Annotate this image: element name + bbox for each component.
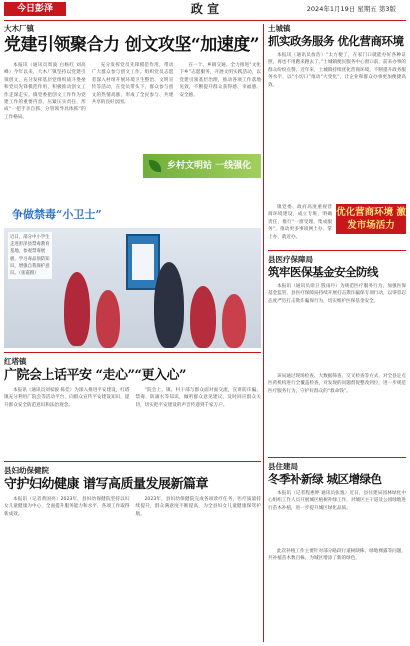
slogan-box: 优化营商环境 激发市场活力 xyxy=(336,204,406,234)
student-figure xyxy=(64,272,90,346)
article-housing-bureau xyxy=(268,462,406,598)
culture-banner xyxy=(143,154,261,178)
photo-caption: 近日，部分中小学生走进彭泽县禁毒教育基地，参观禁毒展板，学习毒品预防知识，增强自我保护意识。（张霞摄） xyxy=(8,232,52,279)
article-kicker: 县妇幼保健院 xyxy=(4,466,49,475)
article-medical-insurance xyxy=(268,255,406,453)
article-kicker: 大木厂镇 xyxy=(4,24,34,33)
section-rule xyxy=(268,250,406,251)
article-kicker: 红塔镇 xyxy=(4,357,27,366)
student-figure xyxy=(190,286,216,348)
article-headline: 广院会上话平安 “走心”“更入心” xyxy=(4,368,186,383)
article-tucheng xyxy=(268,24,406,244)
student-figure xyxy=(222,294,246,348)
left-column xyxy=(4,24,261,556)
article-dagmuchang xyxy=(4,24,261,202)
section-rule xyxy=(4,352,261,353)
article-headline: 冬季补新绿 城区增绿色 xyxy=(268,472,382,486)
article-body: 本报讯（记者程惠婷 通讯员张逸）近日，县住建局园林绿化中心组织工作人员开展城区植树补绿工作，对城区主干道及公园绿地进行苗木补植，进一步提升城区绿化品质。 xyxy=(268,491,406,511)
article-body: 本报讯（通讯员詹浩）“太方便了，在家门口就能办好各种证照，再也不用跑来跑去了。”土城镇便民服务中心窗口前，前来办事的群众纷纷点赞。近年来，土城镇持续优化营商环境，不断提升政务服务水平，以“小切口”推动“大变化”，让企业和群众办事更加便捷高效。 xyxy=(268,53,406,88)
article-headline: 守护妇幼健康 谱写高质量发展新篇章 xyxy=(4,477,209,492)
newspaper-logo: 今日彭泽 xyxy=(4,2,66,16)
article-kicker: 县住建局 xyxy=(268,462,298,471)
article-body: 镇党委、政府高度重视营商环境建设，成立专班，明确责任，推行“一窗受理、集成服务”，推动更多事项网上办、掌上办、就近办。 xyxy=(268,205,332,240)
article-body: 本报讯（通讯员徐卫 殷雨丹）为规范医疗服务行为，加强医保基金监管，县医疗保障局持续开展打击欺诈骗保专项行动，以零容忍态度严厉打击欺诈骗保行为，切实维护医保基金安全。 xyxy=(268,284,406,304)
leaf-icon xyxy=(149,160,161,172)
article-headline: 抓实政务服务 优化营商环境 xyxy=(268,34,404,48)
article-body: 该局通过现场检查、大数据筛查、交叉检查等方式，对全县定点医药机构进行全覆盖检查，对发现的问题督促整改到位，进一步规范医疗服务行为，守护好群众的“救命钱”。 xyxy=(268,374,406,394)
photo-feature xyxy=(4,202,261,348)
article-body: 充分发挥党员先锋模范作用，带动广大群众参与创文工作。组织党员志愿者深入村组开展环境卫生整治、文明宣传等活动，在党员带头下，群众参与创文的热情高涨，形成了全民参与、共建共享的良好氛围。 xyxy=(91,63,174,106)
article-headline: 党建引领聚合力 创文攻坚“加速度” xyxy=(4,35,259,55)
article-hongta xyxy=(4,357,261,457)
article-headline: 筑牢医保基金安全防线 xyxy=(268,265,378,279)
article-kicker: 县医疗保障局 xyxy=(268,255,313,264)
article-body: 在一个、乡镇交通、全力推进“文化下乡”志愿服务，开展文明实践活动，以党建引领基层治理，推动各项工作落地见效，不断提升群众获得感、幸福感、安全感。 xyxy=(179,63,261,98)
article-body: 此次补植工作主要针对部分路段行道树缺株、绿地裸露等问题，共补植苗木数百株，为城区增添了新的绿色。 xyxy=(268,549,406,562)
section-title: 政 宣 xyxy=(190,2,220,16)
article-body: “院会上，镇、村干部与群众面对面交流，宣讲防诈骗、禁毒、防溺水等知识，倾听群众意见建议，及时回应群众关切，切实把平安建设的声音传递到千家万户。 xyxy=(135,388,261,408)
exhibit-sign xyxy=(126,234,160,290)
section-rule xyxy=(268,457,406,458)
teacher-figure xyxy=(154,262,184,348)
student-figure xyxy=(96,290,120,348)
photo-title: 争做禁毒“小卫士” xyxy=(12,208,102,221)
article-maternal-hospital xyxy=(4,466,261,556)
article-body: 本报讯（通讯员周波 白杨红 刘高峰）今年以来，大木厂镇坚持以党建引领创文，充分发挥基层党组织战斗堡垒和党员先锋模范作用，积极推动创文工作走深走实。镇党委把创文工作作为党建工作的重要内容，压紧压实责任，形成“一把手亲自抓、分管领导具体抓”的工作格局。 xyxy=(4,63,86,120)
right-column xyxy=(268,24,406,598)
section-rule xyxy=(4,461,261,462)
banner-text: 乡村文明站 一线强化 xyxy=(167,161,252,171)
column-divider xyxy=(263,24,264,642)
article-body: 2023年，县妇幼保健院完成各项诊疗任务，医疗质量持续提升，群众满意度不断提高，为全县妇女儿童健康保驾护航。 xyxy=(135,497,261,517)
article-body: 本报讯（记者黄国亮）2023年，县妇幼保健院坚持以妇女儿童健康为中心，全面提升服务能力和水平，各项工作取得新成效。 xyxy=(4,497,130,517)
article-body: 本报讯（通讯员刘家骏 陈佳）为深入推进平安建设，红塔镇充分利用广院会等活动平台，向群众宣传平安建设知识，提升群众安全防范意识和法治观念。 xyxy=(4,388,130,408)
top-rule xyxy=(4,20,406,21)
dateline: 2024年1月19日 星期五 第3版 xyxy=(306,5,396,13)
article-kicker: 土城镇 xyxy=(268,24,291,33)
